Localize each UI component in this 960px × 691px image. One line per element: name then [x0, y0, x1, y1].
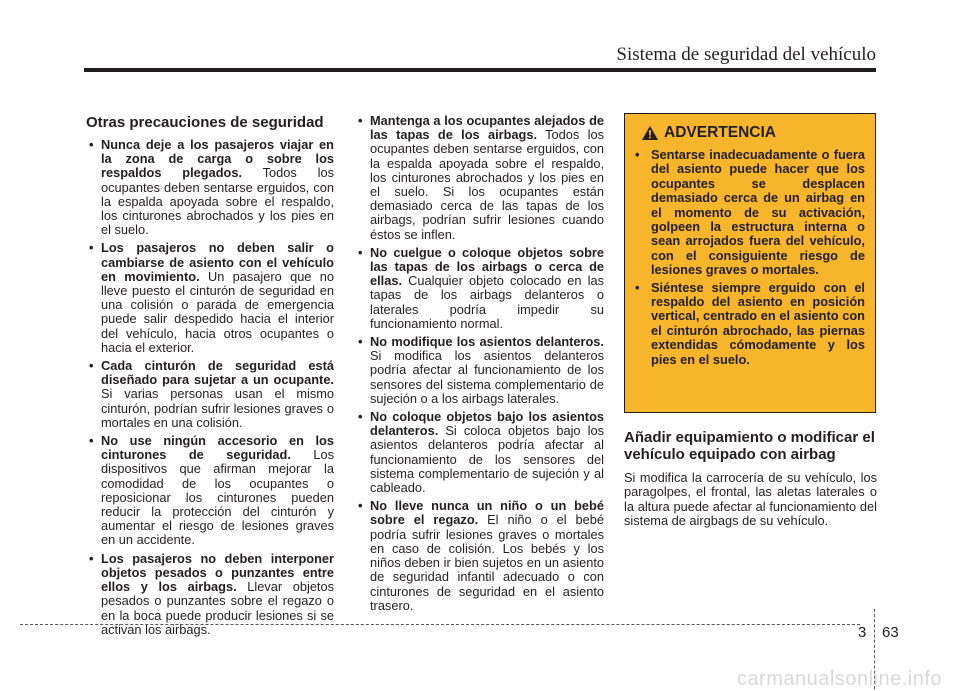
section-body: Si modifica la carrocería de su vehículo, los paragolpes, el frontal, las aletas laterales o la altura puede afectar al funcionamiento del sistema de airgbags de su vehículo. [624, 470, 877, 528]
item-bold: Los pasajeros no deben salir o cambiarse de asiento con el vehículo en movimiento. [101, 240, 334, 284]
item-text: El niño o el bebé podría sufrir lesiones graves o mortales en caso de colisión. Los bebés y los niños deben ir bien sujetos en un asiento de seguridad infantil adecuado o con cinturones de seguridad en el asiento trasero. [370, 512, 604, 613]
list-item [86, 434, 334, 548]
item-bold: No modifique los asientos delanteros. [370, 334, 604, 350]
item-text: Un pasajero que no lleve puesto el cinturón de seguridad en una colisión o parada de emergencia puede salir despedido hacia el interior del vehículo, hacia otros ocupantes o hacia el exterior. [101, 268, 334, 355]
item-bold: Cada cinturón de seguridad está diseñado para sujetar a un ocupante. [101, 358, 334, 388]
item-text: Los dispositivos que afirman mejorar la comodidad de los ocupantes o reposicionar los cinturones pueden reducir la protección del cinturón y aumentar el riesgo de lesiones graves en un accidente. [101, 447, 334, 548]
precautions-list-1 [86, 138, 334, 637]
item-bold: No use ningún accesorio en los cinturones de seguridad. [101, 433, 334, 463]
item-text: Llevar objetos pesados o punzantes sobre el regazo o en la boca puede producir lesiones si se activan los airbags. [101, 579, 335, 637]
warning-title: ADVERTENCIA [664, 124, 776, 141]
warning-triangle-icon [641, 125, 659, 141]
item-text: Si modifica los asientos delanteros podría afectar al funcionamiento de los sensores del sistema complementario de sujeción o a los airbags laterales. [370, 348, 604, 406]
list-item [86, 138, 334, 237]
page-number: 63 [882, 624, 899, 641]
item-bold: Nunca deje a los pasajeros viajar en la zona de carga o sobre los respaldos plegados. [101, 137, 334, 181]
item-bold: Los pasajeros no deben interponer objetos pesados o punzantes entre ellos y los airbags. [101, 550, 334, 595]
item-text: Cualquier objeto colocado en las tapas de los airbags delanteros o laterales podría impedir su funcionamiento normal. [370, 273, 604, 331]
item-text: Todos los ocupantes deben sentarse erguidos, con la espalda apoyada sobre el respaldo, los cinturones abrochados y los pies en el suelo. [101, 165, 334, 238]
item-text: Si varias personas usan el mismo cinturón, podrían sufrir lesiones graves o mortales en una colisión. [101, 386, 334, 430]
item-text: Si coloca objetos bajo los asientos delanteros podría afectar al funcionamiento de los sensores del sistema complementario de sujeción y al cableado. [370, 423, 604, 496]
section-title: Añadir equipamiento o modificar el vehículo equipado con airbag [624, 429, 875, 463]
section-title: Otras precauciones de seguridad [86, 114, 324, 131]
page-header-title: Sistema de seguridad del vehículo [616, 44, 876, 65]
list-item [355, 499, 604, 613]
item-bold: Mantenga a los ocupantes alejados de las tapas de los airbags. [370, 113, 604, 143]
list-item [355, 410, 604, 495]
watermark: carmanualsonline.info [736, 668, 942, 690]
warning-list [625, 148, 875, 367]
header-rule [84, 68, 876, 72]
column-2 [355, 114, 604, 617]
warning-item: • Siéntese siempre erguido con el respaldo del asiento en posición vertical, centrado en el asiento con el cinturón abrochado, las piernas extendidas cómodamente y los pies en el suelo. [625, 281, 865, 367]
item-bold: No lleve nunca un niño o un bebé sobre el regazo. [370, 498, 604, 528]
item-bold: No cuelgue o coloque objetos sobre las tapas de los airbags o cerca de ellas. [370, 244, 604, 289]
list-item [355, 335, 604, 406]
footer-divider [20, 624, 860, 625]
warning-item: • Sentarse inadecuadamente o fuera del asiento puede hacer que los ocupantes se desplacen demasiado cerca de un airbag en el momento de su activación, golpeen la estructura interna o sean arrojados fuera del vehículo, con el consiguiente riesgo de lesiones graves o mortales. [625, 148, 865, 278]
list-item [86, 359, 334, 430]
chapter-number: 3 [858, 624, 867, 641]
warning-header [641, 124, 875, 142]
item-bold: No coloque objetos bajo los asientos delanteros. [370, 409, 604, 439]
precautions-list-2 [355, 114, 604, 613]
item-text: Todos los ocupantes deben sentarse erguidos, con la espalda apoyada sobre el respaldo, los cinturones abrochados y los pies en el suelo. Si los ocupantes están demasiado cerca de las tapas de los airbags, podrían sufrir lesiones cuando éstos se inflen. [370, 127, 604, 242]
warning-box [624, 113, 876, 413]
column-1 [86, 114, 334, 641]
list-item [355, 246, 604, 331]
airbag-modification-section [624, 429, 877, 528]
list-item [355, 114, 604, 242]
list-item [86, 241, 334, 355]
